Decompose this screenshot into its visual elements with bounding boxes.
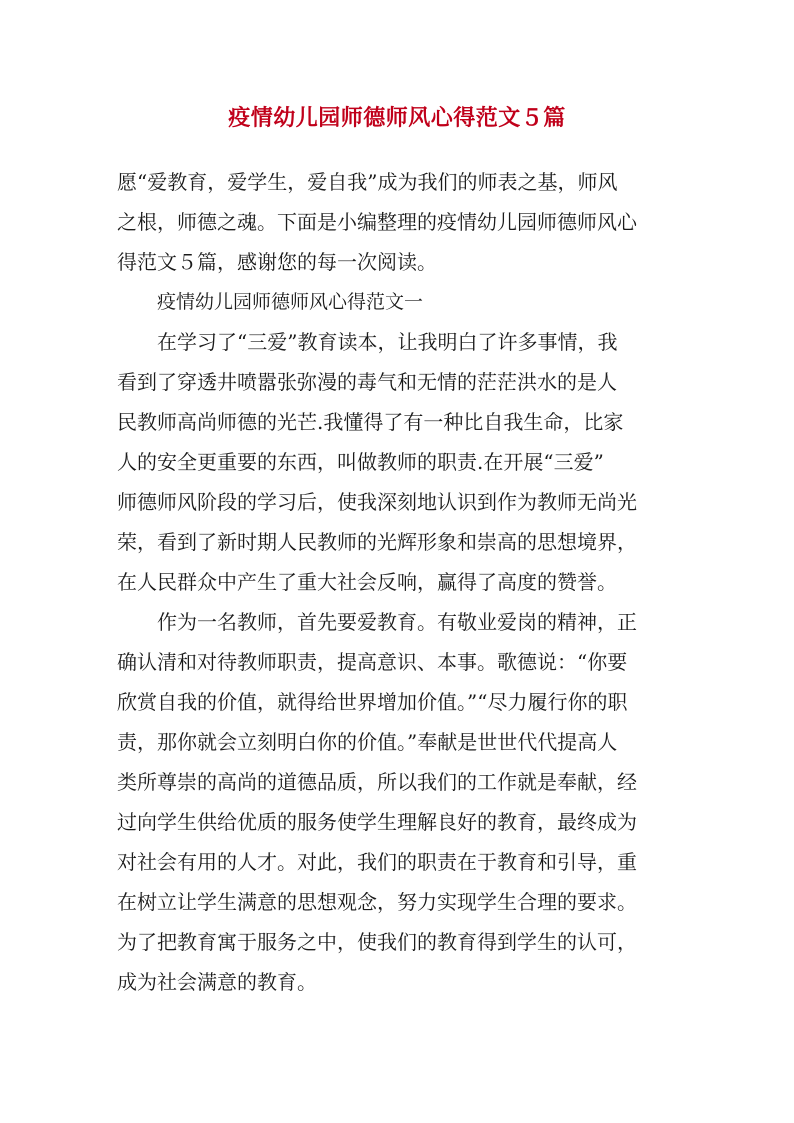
text-line: 欣赏自我的价值，就得给世界增加价值。”“尽力履行你的职 [117, 690, 628, 714]
text-line: 师德师风阶段的学习后，使我深刻地认识到作为教师无尚光 [117, 490, 637, 514]
text-line: 之根，师德之魂。下面是小编整理的疫情幼儿园师德师风心 [117, 210, 637, 234]
text-line: 愿“爱教育，爱学生，爱自我”成为我们的师表之基，师风 [117, 170, 618, 194]
text-line: 在学习了“三爱”教育读本，让我明白了许多事情，我 [157, 330, 618, 354]
text-line: 对社会有用的人才。对此，我们的职责在于教育和引导，重 [117, 850, 637, 874]
text-line: 类所尊崇的高尚的道德品质，所以我们的工作就是奉献，经 [117, 770, 637, 794]
text-line: 看到了穿透井喷嚣张弥漫的毒气和无情的茫茫洪水的是人 [117, 370, 617, 394]
text-line: 过向学生供给优质的服务使学生理解良好的教育，最终成为 [117, 810, 637, 834]
section-heading: 疫情幼儿园师德师风心得范文一 [157, 291, 424, 313]
text-line: 为了把教育寓于服务之中，使我们的教育得到学生的认可， [117, 930, 637, 954]
text-line: 民教师高尚师德的光芒.我懂得了有一种比自我生命，比家 [117, 410, 624, 434]
text-line: 荣，看到了新时期人民教师的光辉形象和崇高的思想境界， [117, 530, 637, 554]
text-line: 人的安全更重要的东西，叫做教师的职责.在开展“三爱” [117, 450, 604, 474]
text-line: 责，那你就会立刻明白你的价值。”奉献是世世代代提高人 [117, 730, 618, 754]
text-line: 得范文５篇，感谢您的每一次阅读。 [117, 250, 437, 274]
text-line: 确认清和对待教师职责，提高意识、本事。歌德说：“你要 [117, 650, 628, 674]
text-line: 在人民群众中产生了重大社会反响，赢得了高度的赞誉。 [117, 570, 617, 594]
document-title: 疫情幼儿园师德师风心得范文５篇 [228, 105, 566, 131]
text-line: 成为社会满意的教育。 [117, 970, 317, 994]
text-line: 作为一名教师，首先要爱教育。有敬业爱岗的精神，正 [157, 610, 637, 634]
text-line: 在树立让学生满意的思想观念，努力实现学生合理的要求。 [117, 890, 637, 914]
document-body [117, 162, 677, 1002]
